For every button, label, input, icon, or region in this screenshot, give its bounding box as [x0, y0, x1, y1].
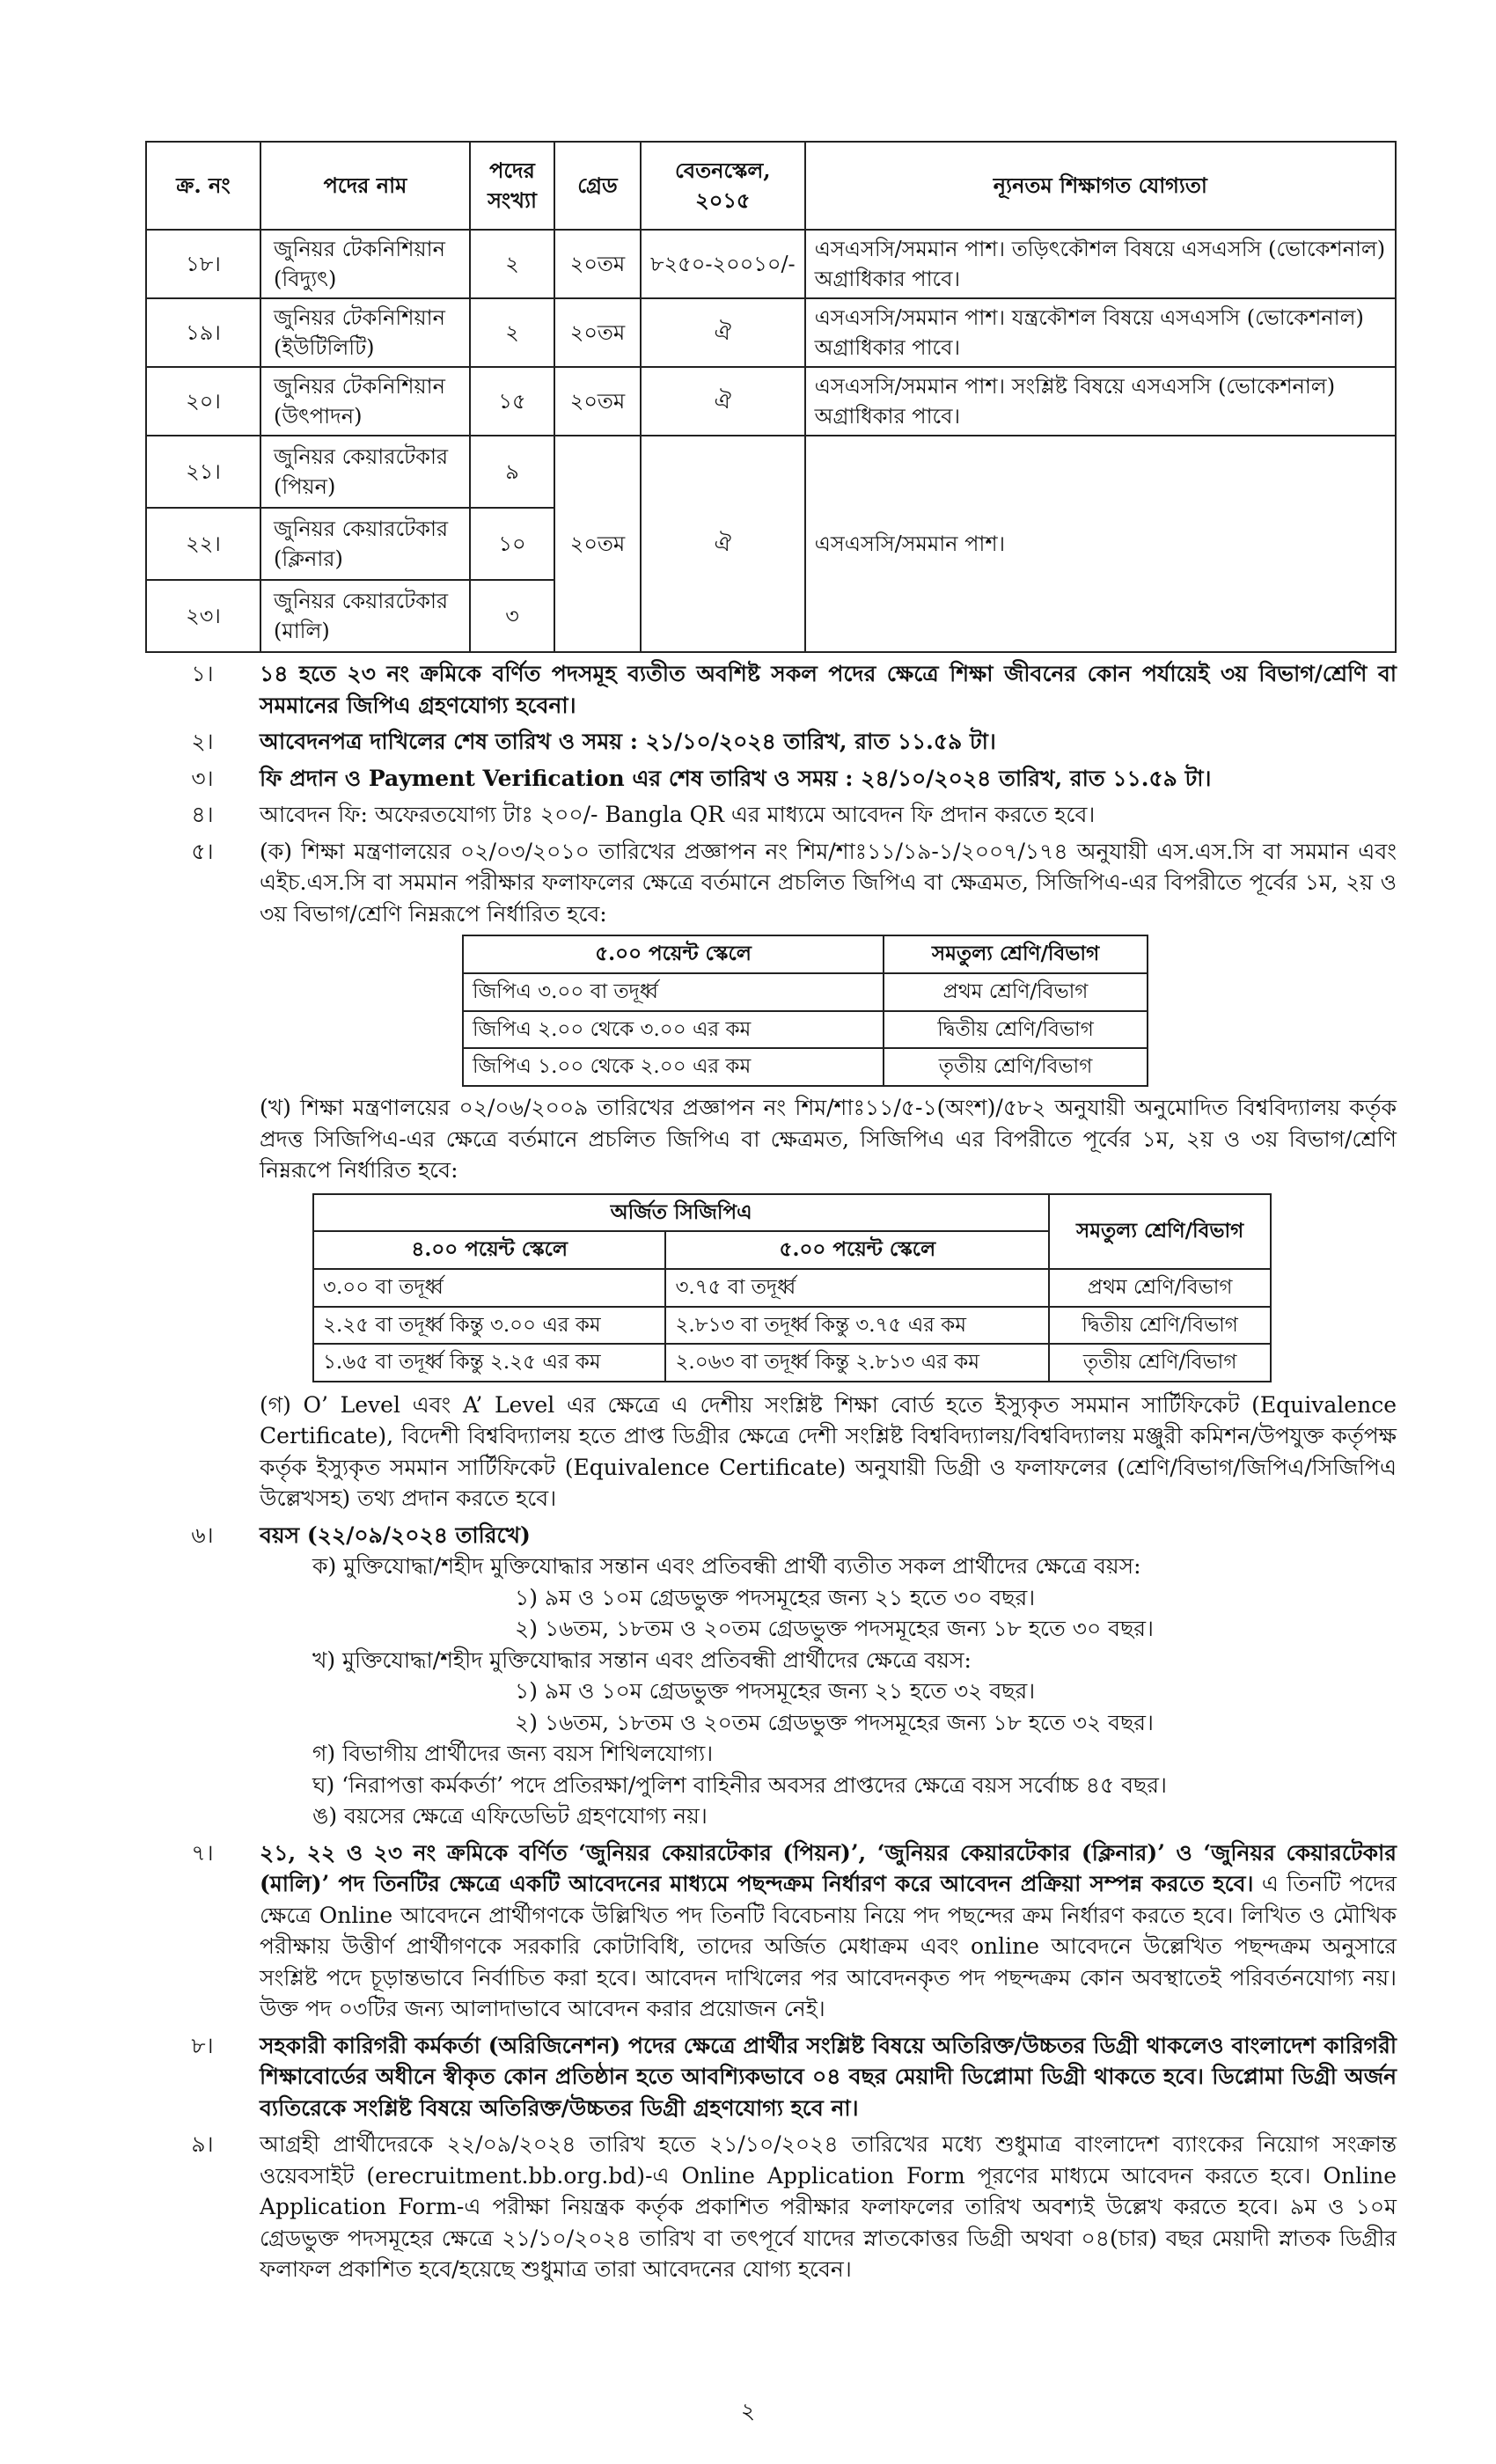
- serial-cell: ১৮।: [146, 230, 260, 298]
- post-cell: জুনিয়র টেকনিশিয়ান (বিদ্যুৎ): [260, 230, 470, 298]
- gpa-cell: জিপিএ ১.০০ থেকে ২.০০ এর কম: [463, 1048, 884, 1086]
- table-row: [313, 1307, 1271, 1345]
- table-row: [146, 230, 1396, 298]
- division-cell: দ্বিতীয় শ্রেণি/বিভাগ: [1049, 1307, 1271, 1345]
- age-item-c: গ) বিভাগীয় প্রার্থীদের জন্য বয়স শিথিলযোগ্য।: [312, 1741, 714, 1767]
- qualification-cell-merged: এসএসসি/সমমান পাশ।: [805, 436, 1396, 652]
- age-item-b: খ) মুক্তিযোদ্ধা/শহীদ মুক্তিযোদ্ধার সন্তান এবং প্রতিবন্ধী প্রার্থীদের ক্ষেত্রে বয়স:: [312, 1646, 972, 1673]
- table-header-row: [313, 1194, 1271, 1232]
- division-cell: প্রথম শ্রেণি/বিভাগ: [1049, 1269, 1271, 1307]
- division-cell: দ্বিতীয় শ্রেণি/বিভাগ: [884, 1011, 1148, 1049]
- clause-6: [145, 1520, 1397, 1832]
- clause-number: ৪।: [191, 802, 214, 828]
- table-row: [313, 1269, 1271, 1307]
- col-header-cgpa-group: অর্জিত সিজিপিএ: [313, 1194, 1049, 1232]
- clause-number: ৬।: [191, 1522, 214, 1548]
- clause-number: ১।: [191, 661, 214, 687]
- clause-text: আবেদন ফি: অফেরতযোগ্য টাঃ ২০০/- Bangla QR এর মাধ্যমে আবেদন ফি প্রদান করতে হবে।: [260, 802, 1096, 828]
- clause-4: [145, 799, 1397, 831]
- col-header-equivalent: সমতুল্য শ্রেণি/বিভাগ: [884, 935, 1148, 973]
- clause-7-text: এ তিনটি পদের ক্ষেত্রে Online আবেদনে প্রার্থীগণকে উল্লিখিত পদ তিনটি বিবেচনায় নিয়ে পদ পছন্দের ক্রম নির্ধারণ করতে হবে। লিখিত ও মৌখিক পরীক্ষায় উত্তীর্ণ প্রার্থীগণকে সরকারি কোটাবিধি, তাদের অর্জিত মেধাক্রম এবং online আবেদনে উল্লেখিত পছন্দক্রম অনুসারে সংশ্লিষ্ট পদে চূড়ান্তভাবে নির্বাচিত করা হবে। আবেদন দাখিলের পর আবেদনকৃত পদ পছন্দক্রম কোন অবস্থাতেই পরিবর্তনযোগ্য নয়। উক্ত পদ ০৩টির জন্য আলাদাভাবে আবেদন করার প্রয়োজন নেই।: [260, 1871, 1397, 2022]
- grade-cell: ২০তম: [554, 298, 641, 367]
- age-item-a2: ২) ১৬তম, ১৮তম ও ২০তম গ্রেডভুক্ত পদসমূহের জন্য ১৮ হতে ৩০ বছর।: [515, 1616, 1154, 1642]
- col-header-scale5: ৫.০০ পয়েন্ট স্কেলে: [665, 1231, 1049, 1269]
- division-cell: তৃতীয় শ্রেণি/বিভাগ: [1049, 1344, 1271, 1382]
- cgpa-equivalence-table: [312, 1193, 1272, 1382]
- clause-number: ৫।: [191, 838, 214, 864]
- clause-5c-text: (গ) O’ Level এবং A’ Level এর ক্ষেত্রে এ দেশীয় সংশ্লিষ্ট শিক্ষা বোর্ড হতে ইস্যুকৃত সমমান সার্টিফিকেট (Equivalence Certificate), বিদেশী বিশ্ববিদ্যালয় হতে প্রাপ্ত ডিগ্রীর ক্ষেত্রে দেশী সংশ্লিষ্ট বিশ্ববিদ্যালয়/বিশ্ববিদ্যালয় মঞ্জুরী কমিশন/উপযুক্ত কর্তৃপক্ষ কর্তৃক ইস্যুকৃত সমমান সার্টিফিকেট (Equivalence Certificate) অনুযায়ী ডিগ্রী ও ফলাফলের (শ্রেণি/বিভাগ/জিপিএ/সিজিপিএ উল্লেখসহ) তথ্য প্রদান করতে হবে।: [260, 1391, 1397, 1512]
- post-cell: জুনিয়র কেয়ারটেকার (পিয়ন): [260, 436, 470, 508]
- col-header-scale5: ৫.০০ পয়েন্ট স্কেলে: [463, 935, 884, 973]
- clause-number: ৭।: [191, 1839, 214, 1866]
- table-row: [146, 298, 1396, 367]
- gpa-cell: জিপিএ ২.০০ থেকে ৩.০০ এর কম: [463, 1011, 884, 1049]
- clause-number: ২।: [191, 729, 214, 755]
- clause-number: ৯।: [191, 2131, 214, 2158]
- clause-body: [260, 1837, 1397, 2025]
- age-heading: বয়স (২২/০৯/২০২৪ তারিখে): [260, 1522, 531, 1548]
- cgpa4-cell: ৩.০০ বা তদূর্ধ্ব: [313, 1269, 665, 1307]
- grade-cell: ২০তম: [554, 230, 641, 298]
- col-header-count: পদের সংখ্যা: [470, 142, 554, 230]
- table-row: [146, 436, 1396, 508]
- cgpa5-cell: ৩.৭৫ বা তদূর্ধ্ব: [665, 1269, 1049, 1307]
- age-item-d: ঘ) ‘নিরাপত্তা কর্মকর্তা’ পদে প্রতিরক্ষা/পুলিশ বাহিনীর অবসর প্রাপ্তদের ক্ষেত্রে বয়স সর্বোচ্চ ৪৫ বছর।: [312, 1771, 1167, 1798]
- qualification-cell: এসএসসি/সমমান পাশ। যন্ত্রকৌশল বিষয়ে এসএসসি (ভোকেশনাল) অগ্রাধিকার পাবে।: [805, 298, 1396, 367]
- col-header-scale: বেতনস্কেল, ২০১৫: [641, 142, 805, 230]
- col-header-serial: ক্র. নং: [146, 142, 260, 230]
- table-row: [146, 367, 1396, 436]
- posts-table: [145, 141, 1397, 653]
- clause-text: আগ্রহী প্রার্থীদেরকে ২২/০৯/২০২৪ তারিখ হতে ২১/১০/২০২৪ তারিখের মধ্যে শুধুমাত্র বাংলাদেশ ব্যাংকের নিয়োগ সংক্রান্ত ওয়েবসাইট (erecruitment.bb.org.bd)-এ Online Application Form পূরণের মাধ্যমে আবেদন করতে হবে। Online Application Form-এ পরীক্ষা নিয়ন্ত্রক কর্তৃক প্রকাশিত পরীক্ষার ফলাফলের তারিখ অবশ্যই উল্লেখ করতে হবে। ৯ম ও ১০ম গ্রেডভুক্ত পদসমূহের ক্ষেত্রে ২১/১০/২০২৪ তারিখ বা তৎপূর্বে যাদের স্নাতকোত্তর ডিগ্রী অথবা ০৪(চার) বছর মেয়াদী স্নাতক ডিগ্রীর ফলাফল প্রকাশিত হবে/হয়েছে শুধুমাত্র তারা আবেদনের যোগ্য হবেন।: [260, 2131, 1397, 2283]
- age-item-b1: ১) ৯ম ও ১০ম গ্রেডভুক্ত পদসমূহের জন্য ২১ হতে ৩২ বছর।: [515, 1678, 1036, 1705]
- clause-5b-text: (খ) শিক্ষা মন্ত্রণালয়ের ০২/০৬/২০০৯ তারিখের প্রজ্ঞাপন নং শিম/শাঃ১১/৫-১(অংশ)/৫৮২ অনুযায়ী অনুমোদিত বিশ্ববিদ্যালয় কর্তৃক প্রদত্ত সিজিপিএ-এর ক্ষেত্রে বর্তমানে প্রচলিত জিপিএ বা ক্ষেত্রমত, সিজিপিএ এর বিপরীতে পূর্বের ১ম, ২য় ও ৩য় বিভাগ/শ্রেণি নিম্নরূপে নির্ধারিত হবে:: [260, 1095, 1397, 1184]
- table-row: [313, 1344, 1271, 1382]
- scale-cell: ৮২৫০-২০০১০/-: [641, 230, 805, 298]
- clause-7: [145, 1837, 1397, 2025]
- age-item-a1: ১) ৯ম ও ১০ম গ্রেডভুক্ত পদসমূহের জন্য ২১ হতে ৩০ বছর।: [515, 1584, 1036, 1610]
- age-item-b2: ২) ১৬তম, ১৮তম ও ২০তম গ্রেডভুক্ত পদসমূহের জন্য ১৮ হতে ৩২ বছর।: [515, 1709, 1154, 1735]
- qualification-cell: এসএসসি/সমমান পাশ। তড়িৎকৌশল বিষয়ে এসএসসি (ভোকেশনাল) অগ্রাধিকার পাবে।: [805, 230, 1396, 298]
- table-header-row: [146, 142, 1396, 230]
- document-page: [145, 141, 1397, 2285]
- clause-text: ফি প্রদান ও Payment Verification এর শেষ তারিখ ও সময় : ২৪/১০/২০২৪ তারিখ, রাত ১১.৫৯ টা।: [260, 765, 1212, 791]
- table-row: [463, 1011, 1148, 1049]
- col-header-qualification: ন্যূনতম শিক্ষাগত যোগ্যতা: [805, 142, 1396, 230]
- col-header-post: পদের নাম: [260, 142, 470, 230]
- scale-cell: ঐ: [641, 298, 805, 367]
- cgpa5-cell: ২.৮১৩ বা তদূর্ধ্ব কিন্তু ৩.৭৫ এর কম: [665, 1307, 1049, 1345]
- clause-1: [145, 658, 1397, 721]
- clause-7-bold-text: ২১, ২২ ও ২৩ নং ক্রমিকে বর্ণিত ‘জুনিয়র কেয়ারটেকার (পিয়ন)’, ‘জুনিয়র কেয়ারটেকার (ক্লিনার)’ ও ‘জুনিয়র কেয়ারটেকার (মালি)’ পদ তিনটির ক্ষেত্রে একটি আবেদনের মাধ্যমে পছন্দক্রম নির্ধারণ করে আবেদন প্রক্রিয়া সম্পন্ন করতে হবে।: [260, 1839, 1397, 1897]
- table-header-row: [463, 935, 1148, 973]
- clause-text: আবেদনপত্র দাখিলের শেষ তারিখ ও সময় : ২১/১০/২০২৪ তারিখ, রাত ১১.৫৯ টা।: [260, 729, 996, 755]
- clause-number: ৩।: [191, 765, 214, 791]
- age-item-e: ঙ) বয়সের ক্ষেত্রে এফিডেভিট গ্রহণযোগ্য নয়।: [312, 1803, 708, 1830]
- table-row: [463, 1048, 1148, 1086]
- col-header-scale4: ৪.০০ পয়েন্ট স্কেলে: [313, 1231, 665, 1269]
- clause-5a-text: (ক) শিক্ষা মন্ত্রণালয়ের ০২/০৩/২০১০ তারিখের প্রজ্ঞাপন নং শিম/শাঃ১১/১৯-১/২০০৭/১৭৪ অনুযায়ী এস.এস.সি বা সমমান এবং এইচ.এস.সি বা সমমান পরীক্ষার ফলাফলের ক্ষেত্রে বর্তমানে প্রচলিত জিপিএ বা ক্ষেত্রমত, সিজিপিএ-এর বিপরীতে পূর্বের ১ম, ২য় ও ৩য় বিভাগ/শ্রেণি নিম্নরূপে নির্ধারিত হবে:: [260, 838, 1397, 927]
- scale-cell-merged: ঐ: [641, 436, 805, 652]
- clause-text: ১৪ হতে ২৩ নং ক্রমিকে বর্ণিত পদসমূহ ব্যতীত অবশিষ্ট সকল পদের ক্ষেত্রে শিক্ষা জীবনের কোন পর্যায়েই ৩য় বিভাগ/শ্রেণি বা সমমানের জিপিএ গ্রহণযোগ্য হবেনা।: [260, 661, 1397, 718]
- count-cell: ২: [470, 298, 554, 367]
- clause-9: [145, 2129, 1397, 2285]
- count-cell: ২: [470, 230, 554, 298]
- serial-cell: ২১।: [146, 436, 260, 508]
- clause-8: [145, 2030, 1397, 2124]
- count-cell: ৯: [470, 436, 554, 508]
- gpa-equivalence-table: [462, 935, 1148, 1087]
- serial-cell: ২০।: [146, 367, 260, 436]
- cgpa5-cell: ২.০৬৩ বা তদূর্ধ্ব কিন্তু ২.৮১৩ এর কম: [665, 1344, 1049, 1382]
- cgpa4-cell: ১.৬৫ বা তদূর্ধ্ব কিন্তু ২.২৫ এর কম: [313, 1344, 665, 1382]
- count-cell: ১৫: [470, 367, 554, 436]
- serial-cell: ২৩।: [146, 580, 260, 652]
- clause-3: [145, 763, 1397, 795]
- clause-text: সহকারী কারিগরী কর্মকর্তা (অরিজিনেশন) পদের ক্ষেত্রে প্রার্থীর সংশ্লিষ্ট বিষয়ে অতিরিক্ত/উচ্চতর ডিগ্রী থাকলেও বাংলাদেশ কারিগরী শিক্ষাবোর্ডের অধীনে স্বীকৃত কোন প্রতিষ্ঠান হতে আবশ্যিকভাবে ০৪ বছর মেয়াদী ডিপ্লোমা ডিগ্রী থাকতে হবে। ডিপ্লোমা ডিগ্রী অর্জন ব্যতিরেকে সংশ্লিষ্ট বিষয়ে অতিরিক্ত/উচ্চতর ডিগ্রী গ্রহণযোগ্য হবে না।: [260, 2032, 1397, 2121]
- clause-2: [145, 726, 1397, 758]
- clause-number: ৮।: [191, 2032, 214, 2058]
- page-number: ২: [740, 2398, 756, 2424]
- post-cell: জুনিয়র কেয়ারটেকার (ক্লিনার): [260, 508, 470, 580]
- gpa-cell: জিপিএ ৩.০০ বা তদূর্ধ্ব: [463, 973, 884, 1011]
- cgpa4-cell: ২.২৫ বা তদূর্ধ্ব কিন্তু ৩.০০ এর কম: [313, 1307, 665, 1345]
- age-item-a: ক) মুক্তিযোদ্ধা/শহীদ মুক্তিযোদ্ধার সন্তান এবং প্রতিবন্ধী প্রার্থী ব্যতীত সকল প্রার্থীদের ক্ষেত্রে বয়স:: [312, 1553, 1141, 1580]
- count-cell: ৩: [470, 580, 554, 652]
- division-cell: তৃতীয় শ্রেণি/বিভাগ: [884, 1048, 1148, 1086]
- post-cell: জুনিয়র টেকনিশিয়ান (উৎপাদন): [260, 367, 470, 436]
- scale-cell: ঐ: [641, 367, 805, 436]
- table-row: [463, 973, 1148, 1011]
- serial-cell: ২২।: [146, 508, 260, 580]
- grade-cell-merged: ২০তম: [554, 436, 641, 652]
- post-cell: জুনিয়র টেকনিশিয়ান (ইউটিলিটি): [260, 298, 470, 367]
- clause-body: [260, 1520, 1397, 1832]
- clause-body: [260, 836, 1397, 930]
- clause-5: [145, 836, 1397, 930]
- serial-cell: ১৯।: [146, 298, 260, 367]
- qualification-cell: এসএসসি/সমমান পাশ। সংশ্লিষ্ট বিষয়ে এসএসসি (ভোকেশনাল) অগ্রাধিকার পাবে।: [805, 367, 1396, 436]
- post-cell: জুনিয়র কেয়ারটেকার (মালি): [260, 580, 470, 652]
- col-header-equivalent: সমতুল্য শ্রেণি/বিভাগ: [1049, 1194, 1271, 1269]
- count-cell: ১০: [470, 508, 554, 580]
- col-header-grade: গ্রেড: [554, 142, 641, 230]
- division-cell: প্রথম শ্রেণি/বিভাগ: [884, 973, 1148, 1011]
- grade-cell: ২০তম: [554, 367, 641, 436]
